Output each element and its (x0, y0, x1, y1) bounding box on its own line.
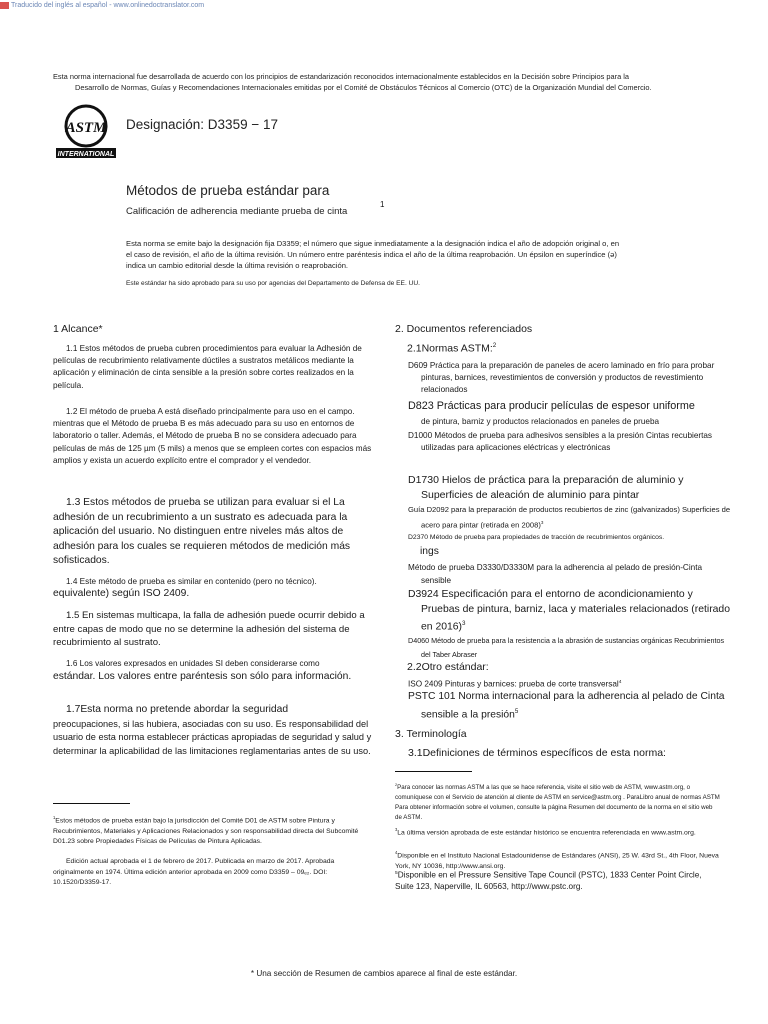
para-1-5: 1.5 En sistemas multicapa, la falla de adhesión puede ocurrir debido a entre capas de modo que no se determine la adhesión del sistema de recubrimiento al sustrato. (53, 610, 365, 648)
issued-note: Esta norma se emite bajo la designación fija D3359; el número que sigue inmediatamente a la designación indica el año de adopción original o, en el caso de revisión, el año de la última revisión. Un número entre paréntesis indica el año de la última reaprobación. Un épsilon en superíndice (ǝ) indica un cambio editorial desde la última revisión o reaprobación. (126, 239, 620, 270)
footnote-5-text: Disponible en el Pressure Sensitive Tape Council (PSTC), 1833 Center Point Circle, Suite 123, Naperville, IL 60563, http://www.pstc.org. (395, 870, 702, 892)
logo-letters: ASTM (65, 120, 107, 136)
terminology-subheading: 3.1Definiciones de términos específicos de esta norma: (408, 747, 666, 759)
footnote-rule-right (395, 771, 472, 772)
para-1-3: 1.3 Estos métodos de prueba se utilizan para evaluar si el La adhesión de un recubrimiento a un sustrato es adecuada para la aplicación del usuario. No distinguen entre niveles más altos de adhesión para los cuales se requieren métodos de medición más sofisticados. (53, 497, 351, 566)
ref-item (408, 588, 733, 635)
ref-item: D1730 Hielos de práctica para la preparación de aluminio y Superficies de aleación de aluminio para pintar (408, 474, 684, 501)
document-subtitle: Calificación de adherencia mediante prueba de cinta (126, 206, 348, 217)
ref-item-cont: ings (420, 546, 439, 557)
para-1-7a: 1.7Esta norma no pretende abordar la seguridad (66, 704, 289, 715)
document-title: Métodos de prueba estándar para (126, 183, 330, 198)
astm-standards-mark: 2 (492, 342, 497, 349)
para-1-7b: preocupaciones, si las hubiera, asociadas con su uso. Es responsabilidad del usuario de esta norma establecer prácticas apropiadas de seguridad y salud y determinar la aplicabilidad de las limitaciones reglamentarias antes de su uso. (53, 719, 372, 756)
other-standard-heading: 2.2Otro estándar: (407, 661, 489, 673)
ref-d2092-mark: 3 (540, 520, 544, 525)
ref-item (408, 690, 733, 722)
subtitle-footnote-mark: 1 (380, 200, 385, 209)
intro-line-1: Esta norma internacional fue desarrollada de acuerdo con los principios de estandarización reconocidos internacionalmente establecidos en la Decisión sobre Principios para la (53, 72, 629, 81)
logo-international: INTERNATIONAL (57, 151, 115, 158)
summary-changes-note: * Una sección de Resumen de cambios aparece al final de este estándar. (250, 969, 518, 978)
footnote-4-text: Disponible en el Instituto Nacional Estadounidense de Estándares (ANSI), 25 W. 43rd St., 4th Floor, Nueva York, NY 10036, http://www.ansi.org. (395, 852, 719, 870)
footnote-2 (395, 780, 720, 823)
para-1-4b: equivalente) según ISO 2409. (53, 588, 190, 599)
para-1-2: 1.2 El método de prueba A está diseñado principalmente para uso en el campo. mientras que el Método de prueba B es más adecuado para su uso en entornos de laboratorio o taller. Además, el Método de prueba B no se considera adecuado para películas de más de 125 µm (5 mils) a menos que se empleen cortes con espacios más amplios y exista un acuerdo explícito entre el comprador y el vendedor. (53, 407, 372, 465)
astm-standards-label: 2.1Normas ASTM: (407, 342, 493, 355)
para-1-6a: 1.6 Los valores expresados en unidades SI deben considerarse como (66, 659, 320, 668)
ref-item: Método de prueba D3330/D3330M para la adherencia al pelado de presión-Cinta sensible (408, 563, 703, 585)
ref-d3924-text: D3924 Especificación para el entorno de acondicionamiento y Pruebas de pintura, barniz, laca y materiales relacionados (retirado en 2016) (408, 589, 730, 633)
ref-iso-text: ISO 2409 Pinturas y barnices: prueba de corte transversal (408, 679, 619, 689)
footnote-4-mark: 4 (395, 850, 398, 855)
ref-item: D2370 Método de prueba para propiedades de tracción de recubrimientos orgánicos. (408, 534, 665, 541)
intro-line-2: Desarrollo de Normas, Guías y Recomendaciones Internacionales emitidas por el Comité de Obstáculos Técnicos al Comercio (OTC) de la Organización Mundial del Comercio. (75, 83, 652, 92)
ref-pstc-mark: 5 (514, 707, 519, 715)
footnote-3-mark: 3 (395, 827, 398, 832)
translation-banner[interactable] (0, 0, 204, 10)
banner-text[interactable]: Traducido del inglés al español - www.onlinedoctranslator.com (11, 1, 205, 9)
ref-item: D1000 Métodos de prueba para adhesivos sensibles a la presión Cintas recubiertas utilizadas para aplicaciones eléctricas y electrónicas (408, 431, 713, 453)
ref-item (408, 400, 733, 413)
refs-heading: 2. Documentos referenciados (395, 323, 533, 335)
ref-item-cont: de pintura, barniz y productos relacionados en paneles de prueba (421, 417, 660, 426)
ref-d3924-mark: 3 (462, 620, 466, 628)
ref-item: D4060 Método de prueba para la resistencia a la abrasión de sustancias orgánicas Recubrimientos del Taber Abraser (408, 636, 725, 659)
intro-note (53, 71, 713, 93)
ref-item: D609 Práctica para la preparación de paneles de acero laminado en frío para probar pinturas, barnices, revestimientos de conversión y productos de revestimiento relacionados (408, 361, 715, 395)
footnote-2-text: Para conocer las normas ASTM a las que se hace referencia, visite el sitio web de ASTM, www.astm.org, o comuníquese con el Servicio de atención al cliente de ASTM en service@astm.org . ParaLibro anual de normas ASTM Para obtener información sobre el volumen, consulte la página Resumen del documento de la norma en el sitio web de ASTM. (395, 784, 720, 822)
astm-logo (54, 102, 118, 160)
footnote-3-text: La última versión aprobada de este estándar histórico se encuentra referenciada en www.astm.org. (397, 829, 696, 837)
ref-d2092-text: Guía D2092 para la preparación de productos recubiertos de zinc (galvanizados) Superficies de acero para pintar (retirada en 2008) (408, 505, 731, 530)
footnote-1 (53, 813, 373, 848)
ref-item (408, 677, 720, 691)
scope-heading: 1 Alcance* (53, 323, 103, 335)
footnote-5 (395, 868, 720, 893)
footnote-rule-left (53, 803, 130, 804)
para-1-6b: estándar. Los valores entre paréntesis son sólo para información. (53, 671, 352, 682)
footnote-edition: Edición actual aprobada el 1 de febrero de 2017. Publicada en marzo de 2017. Aprobada originalmente en 1974. Última edición anterior aprobada en 2009 como D3359 – 09ₑ₂. DOI: 10.1520/D3359-17. (53, 858, 335, 886)
ref-pstc-text: PSTC 101 Norma internacional para la adherencia al pelado de Cinta sensible a la presión (408, 691, 725, 720)
ref-d823-head: D823 Prácticas para producir películas de espesor uniforme (408, 400, 695, 412)
approved-note: Este estándar ha sido aprobado para su uso por agencias del Departamento de Defensa de EE. UU. (126, 280, 420, 287)
terminology-heading: 3. Terminología (395, 728, 467, 740)
ref-item (408, 503, 733, 532)
footnote-1-text: Estos métodos de prueba están bajo la jurisdicción del Comité D01 de ASTM sobre Pintura y Recubrimientos, Materiales y Aplicaciones Relacionados y son responsabilidad directa del Subcomité D01.23 sobre Propiedades Físicas de Películas de Pintura Aplicadas. (53, 817, 359, 846)
footnote-5-mark: 5 (395, 871, 398, 876)
para-1-1: 1.1 Estos métodos de prueba cubren procedimientos para evaluar la Adhesión de películas de recubrimiento relativamente dúctiles a sustratos metálicos mediante la aplicación y eliminación de cinta sensible a la presión sobre cortes realizados en la película. (53, 344, 362, 390)
astm-standards-heading (407, 342, 732, 355)
para-1-4a: 1.4 Este método de prueba es similar en contenido (pero no técnico). (66, 577, 317, 586)
footnote-1-mark: 1 (53, 815, 56, 820)
ref-iso-mark: 4 (618, 680, 622, 685)
footnote-3 (395, 825, 720, 839)
footnote-2-mark: 2 (395, 783, 398, 787)
pdf-icon (0, 2, 9, 9)
designation: Designación: D3359 − 17 (126, 117, 278, 132)
